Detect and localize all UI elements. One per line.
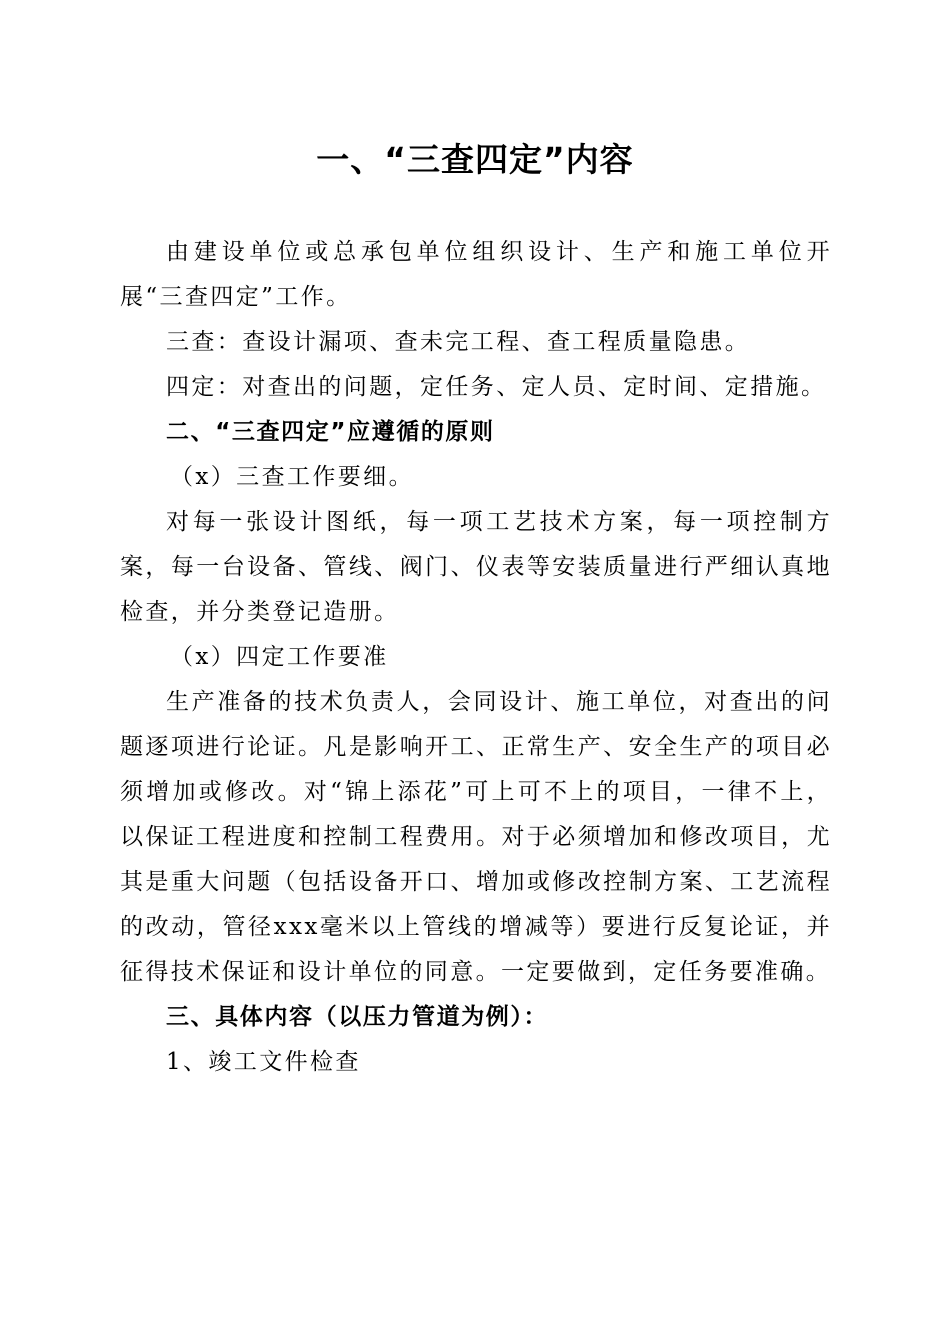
subheading-four-settings-accurate: （x）四定工作要准 [170,644,389,670]
paragraph-three-checks: 三查：查设计漏项、查未完工程、查工程质量隐患。 [166,329,751,355]
paragraph-checks-detail: 对每一张设计图纸，每一项工艺技术方案，每一项控制方案，每一台设备、管线、阀门、仪表等安装质量进行严细认真地检查，并分类登记造册。 [120,509,832,625]
paragraph-four-settings: 四定：对查出的问题，定任务、定人员、定时间、定措施。 [166,374,827,400]
document-body [120,230,832,1085]
section-heading-principles: 二、“三查四定”应遵循的原则 [166,419,495,445]
section-heading-specific-content: 三、具体内容（以压力管道为例）： [166,1004,549,1030]
subheading-three-checks-detail: （x）三查工作要细。 [170,464,414,490]
list-item-completion-documents: 1、竣工文件检查 [166,1049,361,1075]
paragraph-settings-detail: 生产准备的技术负责人，会同设计、施工单位，对查出的问题逐项进行论证。凡是影响开工、正常生产、安全生产的项目必须增加或修改。对“锦上添花”可上可不上的项目，一律不上，以保证工程进度和控制工程费用。对于必须增加和修改项目，尤其是重大问题（包括设备开口、增加或修改控制方案、工艺流程的改动，管径xxx毫米以上管线的增减等）要进行反复论证，并征得技术保证和设计单位的同意。一定要做到，定任务要准确。 [120,689,832,985]
document-title: 一、“三查四定”内容 [316,140,634,179]
paragraph-intro: 由建设单位或总承包单位组织设计、生产和施工单位开展“三查四定”工作。 [120,239,832,310]
